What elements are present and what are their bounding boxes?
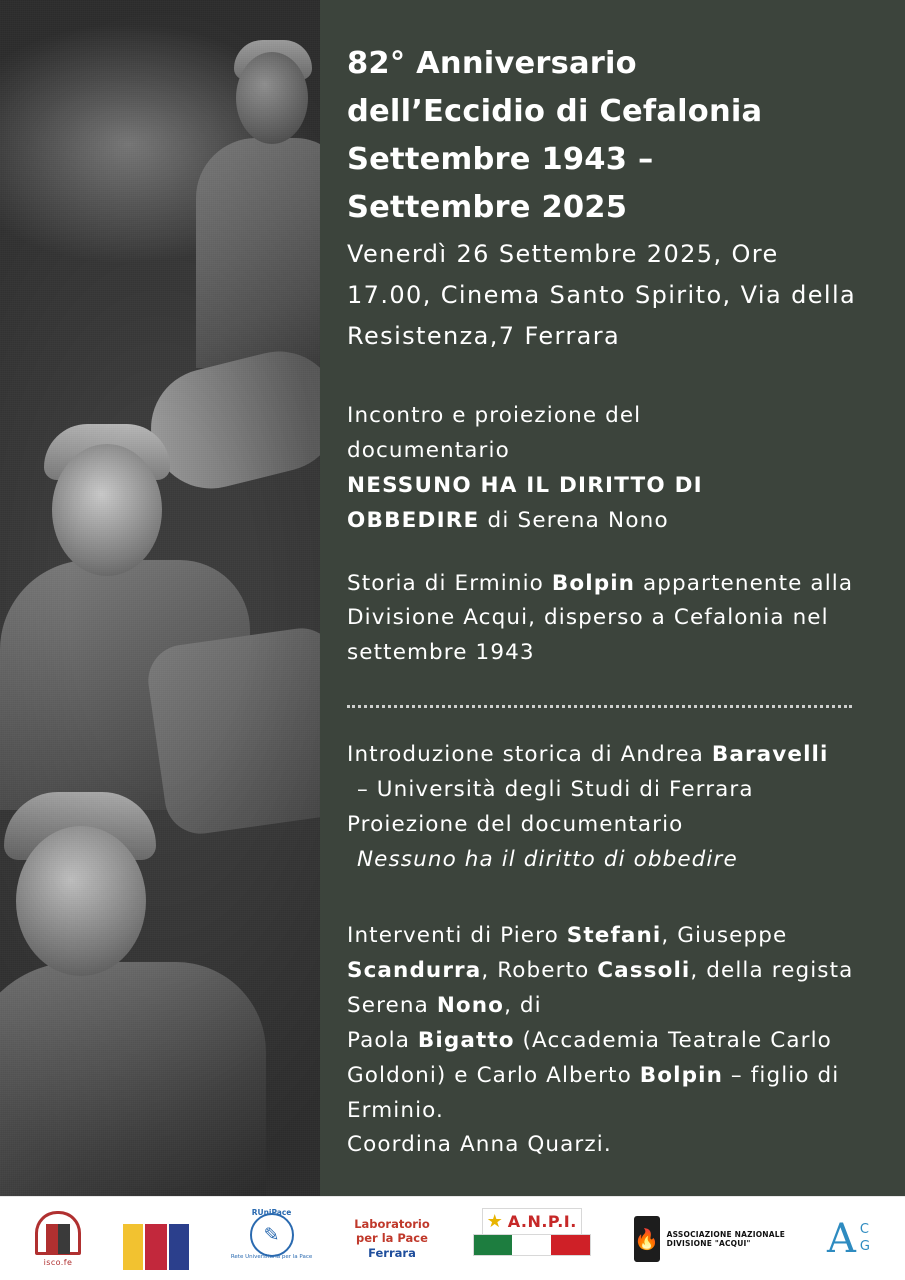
acqui-badge-icon — [634, 1216, 660, 1262]
runipace-label-top: RUniPace — [251, 1207, 292, 1217]
screening-intro — [347, 399, 871, 469]
screening-intro-line-1: Incontro e proiezione del — [347, 403, 642, 429]
speaker-stefani: Stefani — [566, 923, 662, 949]
event-datetime-location: Venerdì 26 Settembre 2025, Ore 17.00, Cinema Santo Spirito, Via della Resistenza,7 Ferrara — [347, 239, 857, 351]
logo-anpi — [472, 1208, 592, 1270]
logo-divisione-acqui — [634, 1208, 785, 1270]
documentary-author: di Serena Nono — [479, 507, 669, 533]
documentary-title — [347, 469, 871, 539]
spacer — [347, 539, 871, 567]
flag-green — [474, 1235, 513, 1255]
star-icon: ★ — [486, 1210, 503, 1232]
lsj-yellow-bar-icon — [123, 1224, 143, 1270]
acg-letter-g: G — [859, 1238, 870, 1254]
speakers-p6: Paola — [347, 1027, 418, 1053]
logo-runipace — [231, 1208, 312, 1270]
acqui-line-2: DIVISIONE "ACQUI" — [666, 1238, 751, 1248]
acg-monogram-icon: A — [827, 1215, 856, 1262]
program-line-2: – Università degli Studi di Ferrara — [357, 776, 754, 802]
speakers-p1: Interventi di Piero — [347, 923, 567, 949]
flag-red — [551, 1235, 590, 1255]
title-line-1: 82° Anniversario — [347, 46, 637, 81]
documentary-title-line-1: NESSUNO HA IL DIRITTO DI — [347, 472, 703, 498]
isco-mark-icon — [35, 1211, 81, 1255]
story-post: appartenente alla Divisione Acqui, disperso a Cefalonia nel settembre 1943 — [347, 570, 854, 666]
title-line-4: Settembre 2025 — [347, 189, 628, 225]
lab-line-1: Laboratorio — [354, 1216, 430, 1231]
page-title — [347, 40, 871, 232]
dove-icon: ✎ — [263, 1223, 280, 1246]
story-pre: Storia di Erminio — [347, 570, 552, 596]
logo-laboratorio-pace — [354, 1208, 430, 1270]
story-paragraph — [347, 567, 871, 671]
runipace-label-bottom: Rete Universitaria per la Pace — [230, 1253, 313, 1260]
lab-line-2: per la Pace — [356, 1231, 428, 1246]
logo-isco-fe — [35, 1208, 81, 1270]
program-block — [347, 738, 871, 877]
flag-white — [512, 1235, 551, 1255]
italian-flag-icon — [473, 1234, 591, 1256]
acg-letters — [860, 1222, 870, 1255]
lab-line-3: Ferrara — [368, 1245, 416, 1260]
speaker-nono: Nono — [436, 993, 505, 1019]
flame-icon: 🔥 — [634, 1226, 660, 1251]
speakers-p8: – figlio di Erminio. — [347, 1062, 840, 1123]
photo-grain — [0, 0, 320, 1196]
screening-intro-line-2: documentario — [347, 438, 510, 464]
sponsor-logo-bar — [0, 1196, 905, 1280]
speaker-cassoli: Cassoli — [597, 958, 691, 984]
speakers-p5: , di — [504, 993, 542, 1019]
isco-caption: isco.fe — [43, 1257, 73, 1267]
divider — [347, 705, 852, 708]
spacer — [347, 357, 871, 399]
archival-photo — [0, 0, 320, 1196]
program-line-1 — [347, 738, 871, 773]
program-intro-pre: Introduzione storica di Andrea — [347, 742, 712, 768]
logo-acg — [827, 1208, 870, 1270]
lsj-red-bar-icon — [145, 1224, 167, 1270]
lsj-blue-bar-icon — [169, 1224, 189, 1270]
speakers-p7: (Accademia Teatrale Carlo Goldoni) e Carlo Alberto — [347, 1027, 832, 1088]
spacer — [347, 877, 871, 919]
speakers-p4: , della regista Serena — [347, 958, 854, 1019]
speaker-scandurra: Scandurra — [347, 958, 482, 984]
documentary-title-line-2 — [347, 504, 871, 539]
speakers-p2: , Giuseppe — [661, 923, 788, 949]
program-line-4: Nessuno ha il diritto di obbedire — [357, 846, 738, 872]
acqui-line-1: ASSOCIAZIONE NAZIONALE — [666, 1229, 786, 1239]
acqui-text — [667, 1230, 785, 1248]
story-name: Bolpin — [551, 570, 636, 596]
speaker-bigatto: Bigatto — [417, 1027, 515, 1053]
anpi-wordmark — [482, 1208, 582, 1234]
speakers-block — [347, 919, 871, 1163]
title-line-3: Settembre 1943 – — [347, 141, 654, 177]
program-intro-name: Baravelli — [711, 742, 829, 768]
program-line-3: Proiezione del documentario — [347, 811, 684, 837]
runipace-circle-icon — [250, 1213, 294, 1257]
poster-text-panel — [320, 0, 905, 1196]
anpi-label: A.N.P.I. — [507, 1211, 577, 1231]
speakers-p3: , Roberto — [481, 958, 598, 984]
speaker-bolpin: Bolpin — [639, 1062, 723, 1088]
speakers-coordinator: Coordina Anna Quarzi. — [347, 1132, 612, 1158]
title-line-2: dell’Eccidio di Cefalonia — [347, 93, 763, 129]
logo-lsj — [123, 1208, 189, 1270]
documentary-title-bold: OBBEDIRE — [347, 507, 480, 533]
acg-letter-c: C — [859, 1222, 869, 1238]
speakers-line-bigatto — [347, 1024, 871, 1128]
